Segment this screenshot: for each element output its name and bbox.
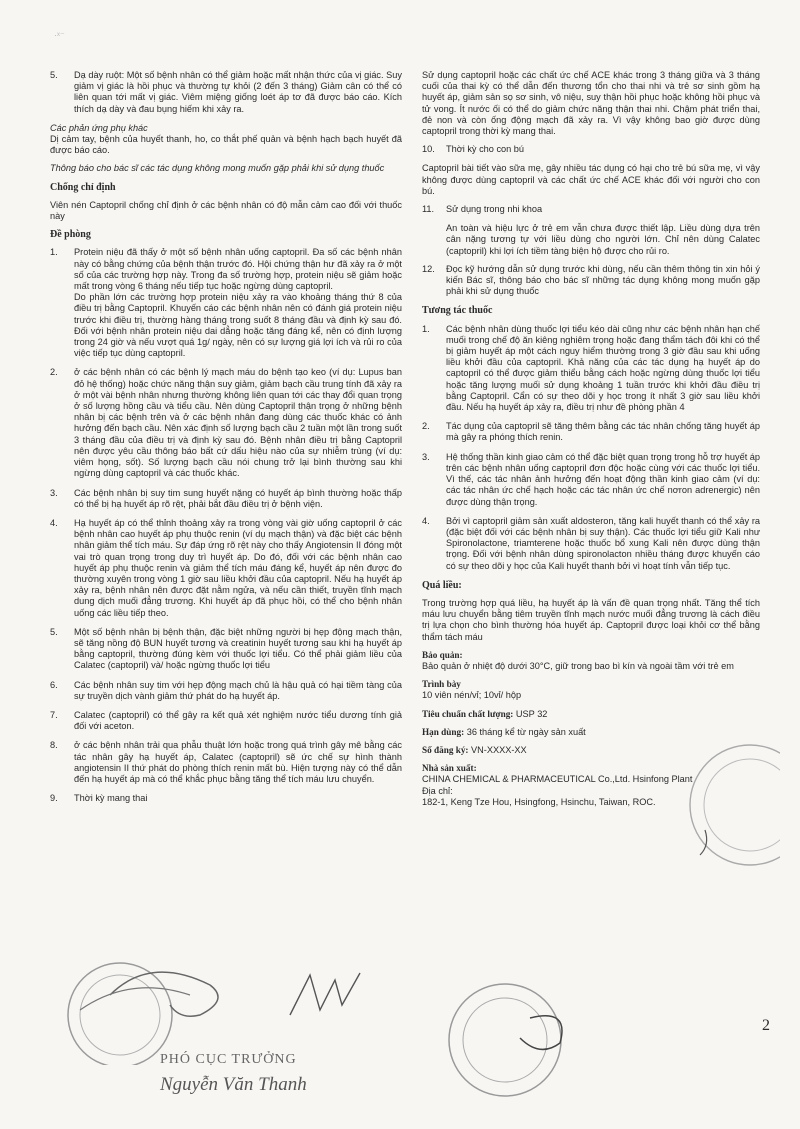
item-paragraph: ở các bệnh nhân có các bệnh lý mạch máu do bệnh tạo keo (ví dụ: Lupus ban đỏ hệ thống) hoặc chức năng thận suy giảm, giảm bạch cầu trung tính đã xảy ra ở một vài bệnh nhân nhưng thường không liên quan tới các thay đổi quan trọng ở số lượng hồng cầu và tiểu cầu. Nên dùng Captopril thận trọng ở những bệnh nhân bị các bệnh trên và ở các bệnh nhân đang dùng các thuốc khác có ảnh hưởng đến bạch cầu. Nên xác định số lượng bạch cầu 2 tuần một lần trong suốt 3 tháng đầu của điều trị và định kỳ sau đó. Bệnh nhân điều trị bằng Captopril nên được yêu cầu thông báo bất cứ dấu hiệu nào của sự nhiễm trùng (ví dụ: viêm họng, sốt). Số lượng bạch cầu nói chung trở lại bình thường sau khi ngừng dùng captopril và các thuốc khác. (74, 367, 402, 479)
address-value: 182-1, Keng Tze Hou, Hsingfong, Hsinchu, Taiwan, ROC. (422, 796, 656, 807)
precaution-item (50, 710, 402, 732)
storage-info (422, 650, 760, 672)
precaution-heading: Đề phòng (50, 229, 91, 241)
item-number: 1. (50, 247, 58, 258)
interaction-item (422, 324, 760, 414)
item-paragraph: ở các bệnh nhân trải qua phẫu thuật lớn hoặc trong quá trình gây mê bằng các tác nhân gây hạ huyết áp, Calatec (captopril) sẽ ức chế sự hình thành angiotensin II thứ phát do phòng thích renin mất bù. Hiện tượng này có thể dẫn đến hạ huyết áp mà có thể khắc phục bằng tăng thể tích máu lưu chuyển. (74, 740, 402, 784)
precaution-item (50, 793, 402, 804)
signatory-title: PHÓ CỤC TRƯỞNG (160, 1052, 297, 1067)
packaging-info (422, 679, 760, 701)
interaction-item (422, 421, 760, 443)
read-instructions-item (422, 264, 760, 298)
item-paragraph: Thời kỳ mang thai (74, 793, 148, 804)
item-text: Đọc kỹ hướng dẫn sử dụng trước khi dùng, nếu cần thêm thông tin xin hỏi ý kiến Bác sĩ, thông báo cho bác sĩ những tác dụng không mong muốn gặp phải khi sử dụng thuốc (446, 263, 760, 297)
expiry-value: 36 tháng kể từ ngày sản xuất (466, 726, 586, 737)
manufacturer-info (422, 763, 760, 808)
company-seal (420, 978, 590, 1098)
notify-doctor-note: Thông báo cho bác sĩ các tác dụng không mong muốn gặp phải khi sử dụng thuốc (50, 163, 385, 174)
registration-label: Số đăng ký: (422, 744, 469, 755)
precaution-item (50, 488, 402, 510)
precaution-item (50, 740, 402, 785)
item-number: 3. (422, 451, 430, 462)
item-paragraph: Các bệnh nhân bị suy tim sung huyết nặng có huyết áp bình thường hoặc thấp có thể bị hạ huyết áp rõ rệt, phải bắt đầu điều trị ở bệnh viện. (74, 487, 402, 509)
item-number: 9. (50, 793, 58, 804)
contraindication-text: Viên nén Captopril chống chỉ định ở các bệnh nhân có độ mẫn cảm cao đối với thuốc này (50, 199, 402, 222)
item-paragraph: Các bệnh nhân suy tim với hẹp động mạch chủ là hậu quả có hại tiềm tàng của sự truyền dịch vành giảm thứ phát do hạ huyết áp. (74, 679, 402, 701)
interaction-item (422, 516, 760, 572)
item-title: Sử dụng trong nhi khoa (446, 204, 543, 215)
item-paragraph: Hạ huyết áp có thể thỉnh thoảng xảy ra trong vòng vài giờ uống captopril ở các bệnh nhân cao huyết áp phụ thuộc renin (ví dụ mạch thận) và đặc biệt các bệnh nhân giảm thể tích máu. Sự đáp ứng rõ rệt này cho thấy Angiotensin II đóng một vai trò quan trọng trong duy trì huyết áp. Do đó, đối với các bệnh nhân cao huyết áp phụ thuộc renin và giảm thể tích máu đáng kể, huyết áp nên được đo thường xuyên trong vòng 1 giờ sau liều khởi đầu của captopril. Nếu hạ huyết áp xảy ra, bệnh nhân nên được đặt nằm ngửa, và nếu cần thiết, truyền tĩnh mạch dung dịch muối đẳng trương. Khi huyết áp đã phục hồi, có thể cho bệnh nhân uống các liều tiếp theo. (74, 517, 402, 618)
precaution-item (50, 367, 402, 479)
precaution-item (50, 247, 402, 359)
precaution-item (50, 518, 402, 619)
interaction-item (422, 452, 760, 508)
item-number: 7. (50, 709, 58, 720)
item-number: 2. (422, 421, 430, 432)
item-paragraph: Protein niệu đã thấy ở một số bệnh nhân uống captopril. Đa số các bệnh nhân này có bằng chứng của bệnh thận trước đó. Hội chứng thận hư đã xảy ra ở một số của các trường hợp này. Trong đa số trường hợp, protein niệu sẽ giảm hoặc mất trong vòng 6 tháng nếu tiếp tục hoặc ngừng dùng captopril. (74, 247, 402, 292)
overdose-text: Trong trường hợp quá liều, hạ huyết áp là vấn đề quan trọng nhất. Tăng thể tích máu lưu chuyển bằng tiêm truyền tĩnh mạch nước muối đẳng trương là cách điều trị lựa chọn cho bình thường hóa huyết áp. Captopril được loại khỏi cơ thể bằng thẩm tách máu (422, 597, 760, 642)
storage-value: Bảo quản ở nhiệt độ dưới 30°C, giữ trong bao bì kín và ngoài tầm với trẻ em (422, 660, 734, 671)
item-text: Các bệnh nhân dùng thuốc lợi tiểu kéo dài cũng như các bệnh nhân hạn chế muối trong chế độ ăn kiêng nghiêm trọng hoặc đang thẩm tách đôi khi có thể bị giảm huyết áp một cách nguy hiểm thường trong 3 giờ đầu sau khi uống liều khởi đầu của captopril. Khả năng của các tác dụng hạ huyết áp do captopril có thể được giảm thiểu bằng cách hoặc ngừng dùng thuốc lợi tiểu hoặc tăng lượng muối sử dụng khoảng 1 tuần trước khi khởi đầu điều trị bằng Captopril. Cẩn có sự theo dõi y học trong ít nhất 3 giờ sau liều khởi đầu. Nếu hạ huyết áp xảy ra, điều trị như đề phòng phần 4 (446, 323, 760, 413)
expiry-info (422, 727, 760, 738)
signatory-name: Nguyễn Văn Thanh (160, 1074, 307, 1095)
item-number: 5. (50, 626, 58, 637)
quality-value: USP 32 (515, 708, 548, 719)
item-text: Hệ thống thần kinh giao cảm có thể đặc biệt quan trọng trong hỗ trợ huyết áp trên các bệnh nhân uống captopril đơn độc hoặc cùng với các thuốc lợi tiểu. Vì thế, các tác nhân ảnh hưởng đến hoạt động thần kinh giao cảm (ví dụ: các tác nhân ức chế hạch hoặc các tác nhân ức chế nơron adrenergic) nên được dùng thận trọng. (446, 451, 761, 507)
quality-standard (422, 709, 760, 720)
item-number: 1. (422, 323, 430, 334)
item-text: Tác dụng của captopril sẽ tăng thêm bằng các tác nhân chống tăng huyết áp mà gây ra phóng thích renin. (446, 421, 760, 443)
item-number: 4. (50, 517, 58, 528)
item-paragraph: Calatec (captopril) có thể gây ra kết quả xét nghiệm nước tiểu dương tính giả đối với aceton. (74, 709, 402, 732)
precaution-item (50, 627, 402, 672)
lactation-text: Captopril bài tiết vào sữa mẹ, gây nhiều tác dụng có hại cho trẻ bú sữa mẹ, vì vậy không được dùng captopril và các chất ức chế ACE khác đối với người cho con bú. (422, 163, 760, 196)
item-number: 10. (422, 144, 435, 155)
signature-block (160, 1052, 400, 1096)
left-column (50, 70, 402, 812)
other-reactions-text: Dị cảm tay, bệnh của huyết thanh, ho, co thắt phế quản và bệnh hạch bạch huyết đã được báo cáo. (50, 134, 402, 156)
item-paragraph: Một số bệnh nhân bị bệnh thận, đặc biệt những người bị hẹp động mạch thận, sẽ tăng nồng độ BUN huyết tương và creatinin huyết tương sau khi hạ huyết áp bằng captopril, thường đúng kèm với thuốc lợi tiểu. Có thể phải giảm liều của Calatec (captopril) và/ hoặc ngừng thuốc lợi tiểu (74, 626, 402, 671)
page-number: 2 (762, 1017, 770, 1034)
lactation-heading (422, 144, 760, 155)
item-number: 8. (50, 740, 58, 751)
item-number: 3. (50, 487, 58, 498)
item-number: 12. (422, 263, 435, 274)
pregnancy-text: Sử dụng captopril hoặc các chất ức chế ACE khác trong 3 tháng giữa và 3 tháng cuối của thai kỳ có thể dẫn đến thương tổn cho thai nhi và trẻ sơ sinh gồm hạ huyết áp, giảm sản sọ sơ sinh, vô niệu, suy thận hồi phục hoặc không hồi phục và tử vong. Ít nước ối có thể do giảm chức năng thận thai nhi. Chậm phát triển thai, đẻ non và còn ống động mạch đã xảy ra. Vì vậy không bao giờ được dùng captopril trong thời kỳ mang thai. (422, 70, 760, 137)
registration-info (422, 745, 760, 756)
storage-label: Bảo quản: (422, 649, 463, 660)
signature-scribble-1 (280, 965, 390, 1035)
item-text: Bởi vì captopril giảm sản xuất aldosteron, tăng kali huyết thanh có thể xảy ra (đặc biệt đối với các bệnh nhân bị suy thận). Các thuốc lợi tiểu giữ Kali như Spironolactone, triamterene hoặc thuốc bổ xung Kali nên được dùng thận trọng. Đối với bệnh nhân dùng spironolacton nhiều tháng được khuyến cáo có sự theo dõi y học của Kali huyết thanh bởi vì hoạt tính vẫn tiếp tục. (446, 515, 760, 571)
item-number: 4. (422, 515, 430, 526)
official-seal (60, 955, 260, 1065)
expiry-label: Hạn dùng: (422, 726, 465, 737)
side-effect-item-5 (50, 70, 402, 115)
manufacturer-name: CHINA CHEMICAL & PHARMACEUTICAL Co.,Ltd. Hsinfong Plant (422, 774, 693, 785)
contraindication-heading: Chống chỉ định (50, 181, 116, 193)
item-number: 2. (50, 367, 58, 378)
pediatric-heading (422, 204, 760, 215)
other-reactions (50, 123, 402, 157)
quality-label: Tiêu chuẩn chất lượng: (422, 708, 514, 719)
corner-mark: ·ˣ⁻ (54, 30, 65, 40)
packaging-value: 10 viên nén/vỉ; 10vỉ/ hộp (422, 690, 522, 701)
registration-value: VN-XXXX-XX (471, 744, 527, 755)
pediatric-text: An toàn và hiệu lực ở trẻ em vẫn chưa được thiết lập. Liều dùng dựa trên cân nặng tương tự với liều dùng cho người lớn. Chỉ nên dùng Calatec (captopril) khi lợi ích tiềm tàng biện hộ được cho rủi ro. (446, 223, 760, 256)
packaging-label: Trình bày (422, 679, 461, 690)
item-number: 11. (422, 204, 435, 215)
item-paragraph: Do phần lớn các trường hợp protein niệu xảy ra vào khoảng tháng thứ 8 của điều trị bằng Captopril. Khuyến cáo các bệnh nhân nên có đánh giá protein niệu trước khi điều trị, thường hàng tháng trong suốt 8 tháng đầu và định kỳ sau đó. Đối với bệnh nhân protein niệu dai dẳng hoặc tăng đáng kể, nên có định lượng trong 24 giờ và nếu vượt quá 1g/ ngày, nên có sự lượng giá lợi ích và rủi ro của việc tiếp tục dùng captopril. (74, 292, 402, 359)
manufacturer-label: Nhà sản xuất: (422, 763, 477, 774)
other-reactions-title: Các phản ứng phụ khác (50, 122, 148, 133)
right-column (422, 70, 760, 815)
precaution-item (50, 680, 402, 702)
item-number: 5. (50, 70, 58, 80)
item-text: Dạ dày ruột: Một số bệnh nhân có thể giảm hoặc mất nhận thức của vị giác. Suy giảm vị giác là hồi phục và thường tự khỏi (2 đến 3 tháng) Giảm cân có thể có liên quan tới mất vị giác. Viêm miệng giống loét áp tơ đã được báo cáo. Kích thích dạ dày và đau bụng hiếm khi xảy ra. (74, 70, 402, 114)
overdose-heading: Quá liều: (422, 579, 462, 591)
address-label: Địa chỉ: (422, 785, 453, 796)
interaction-heading: Tương tác thuốc (422, 305, 493, 317)
item-number: 6. (50, 679, 58, 690)
item-title: Thời kỳ cho con bú (446, 144, 525, 155)
